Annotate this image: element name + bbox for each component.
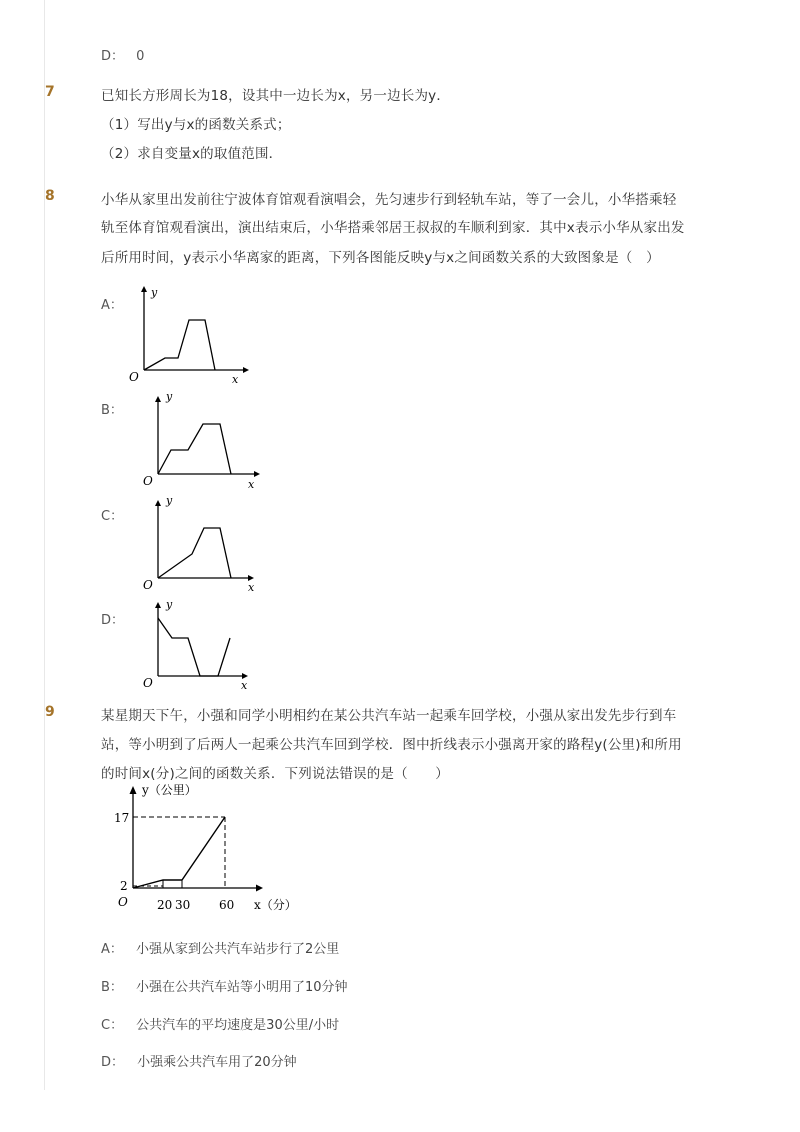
q8-option-b-label[interactable]: B： [101,403,123,418]
q6-option-d-text: 0 [136,49,145,64]
q8-option-c-graph[interactable] [138,490,268,596]
x-tick-60: 60 [219,898,235,912]
x-tick-20: 20 [157,898,173,912]
axis-x-label: x [248,581,255,594]
axis-x-label: x [248,478,255,491]
q7-stem: 已知长方形周长为18，设其中一边长为x，另一边长为y． [101,88,451,104]
q9-option-d-label: D： [101,1055,125,1070]
q8-option-d-label[interactable]: D： [101,613,125,628]
q7-sub1: （1）写出y与x的函数关系式； [101,117,291,133]
y-axis-label: y（公里） [142,783,197,797]
q8-option-a-graph[interactable] [125,282,255,388]
q8-option-a-label[interactable]: A： [101,298,123,313]
axis-y-label: y [166,494,173,507]
question-number-8: 8 [45,188,55,204]
axis-y-label: y [151,286,158,299]
y-tick-2: 2 [120,879,128,893]
axis-x-label: x [241,679,248,692]
q8-option-d-graph[interactable] [138,594,268,694]
q9-option-a[interactable] [101,938,339,957]
q9-option-c-label: C： [101,1018,124,1033]
question-number-9: 9 [45,704,55,720]
question-number-7: 7 [45,84,55,100]
q8-line1: 小华从家里出发前往宁波体育馆观看演唱会，先匀速步行到轻轨车站，等了一会儿，小华搭乘轻 [101,192,677,208]
q6-option-d-label: D： [101,49,125,64]
origin-label: O [143,474,153,488]
q9-distance-time-graph [108,778,308,918]
q8-line2: 轨至体育馆观看演出，演出结束后，小华搭乘邻居王叔叔的车顺利到家．其中x表示小华从家出发 [101,220,685,236]
q9-option-d-text: 小强乘公共汽车用了20分钟 [137,1055,297,1070]
axis-y-label: y [166,598,173,611]
q9-option-a-label: A： [101,942,123,957]
q9-option-b[interactable] [101,976,348,995]
y-tick-17: 17 [114,811,130,825]
q6-option-d[interactable] [101,45,144,64]
q9-option-d[interactable] [101,1051,297,1070]
x-axis-label: x（分） [254,898,297,912]
axis-x-label: x [232,373,239,386]
q8-option-c-label[interactable]: C： [101,509,124,524]
q8-line3: 后所用时间，y表示小华离家的距离，下列各图能反映y与x之间函数关系的大致图象是（ ） [101,250,660,266]
origin-label: O [129,370,139,384]
x-tick-30: 30 [175,898,191,912]
axis-y-label: y [166,390,173,403]
q9-line1: 某星期天下午，小强和同学小明相约在某公共汽车站一起乘车回学校，小强从家出发先步行到车 [101,708,677,724]
origin-label: O [143,578,153,592]
q9-line3: 的时间x(分)之间的函数关系．下列说法错误的是（ ） [101,766,449,782]
origin-label: O [143,676,153,690]
origin-label: O [118,895,128,909]
q9-option-c[interactable] [101,1014,339,1033]
q9-option-b-label: B： [101,980,123,995]
q9-option-a-text: 小强从家到公共汽车站步行了2公里 [136,942,340,957]
q8-option-b-graph[interactable] [138,386,268,492]
q7-sub2: （2）求自变量x的取值范围． [101,146,283,162]
q9-option-c-text: 公共汽车的平均速度是30公里/小时 [136,1018,340,1033]
content-border [44,0,45,1090]
q9-line2: 站，等小明到了后两人一起乘公共汽车回到学校．图中折线表示小强离开家的路程y(公里)和所用 [101,737,682,753]
q9-option-b-text: 小强在公共汽车站等小明用了10分钟 [136,980,348,995]
